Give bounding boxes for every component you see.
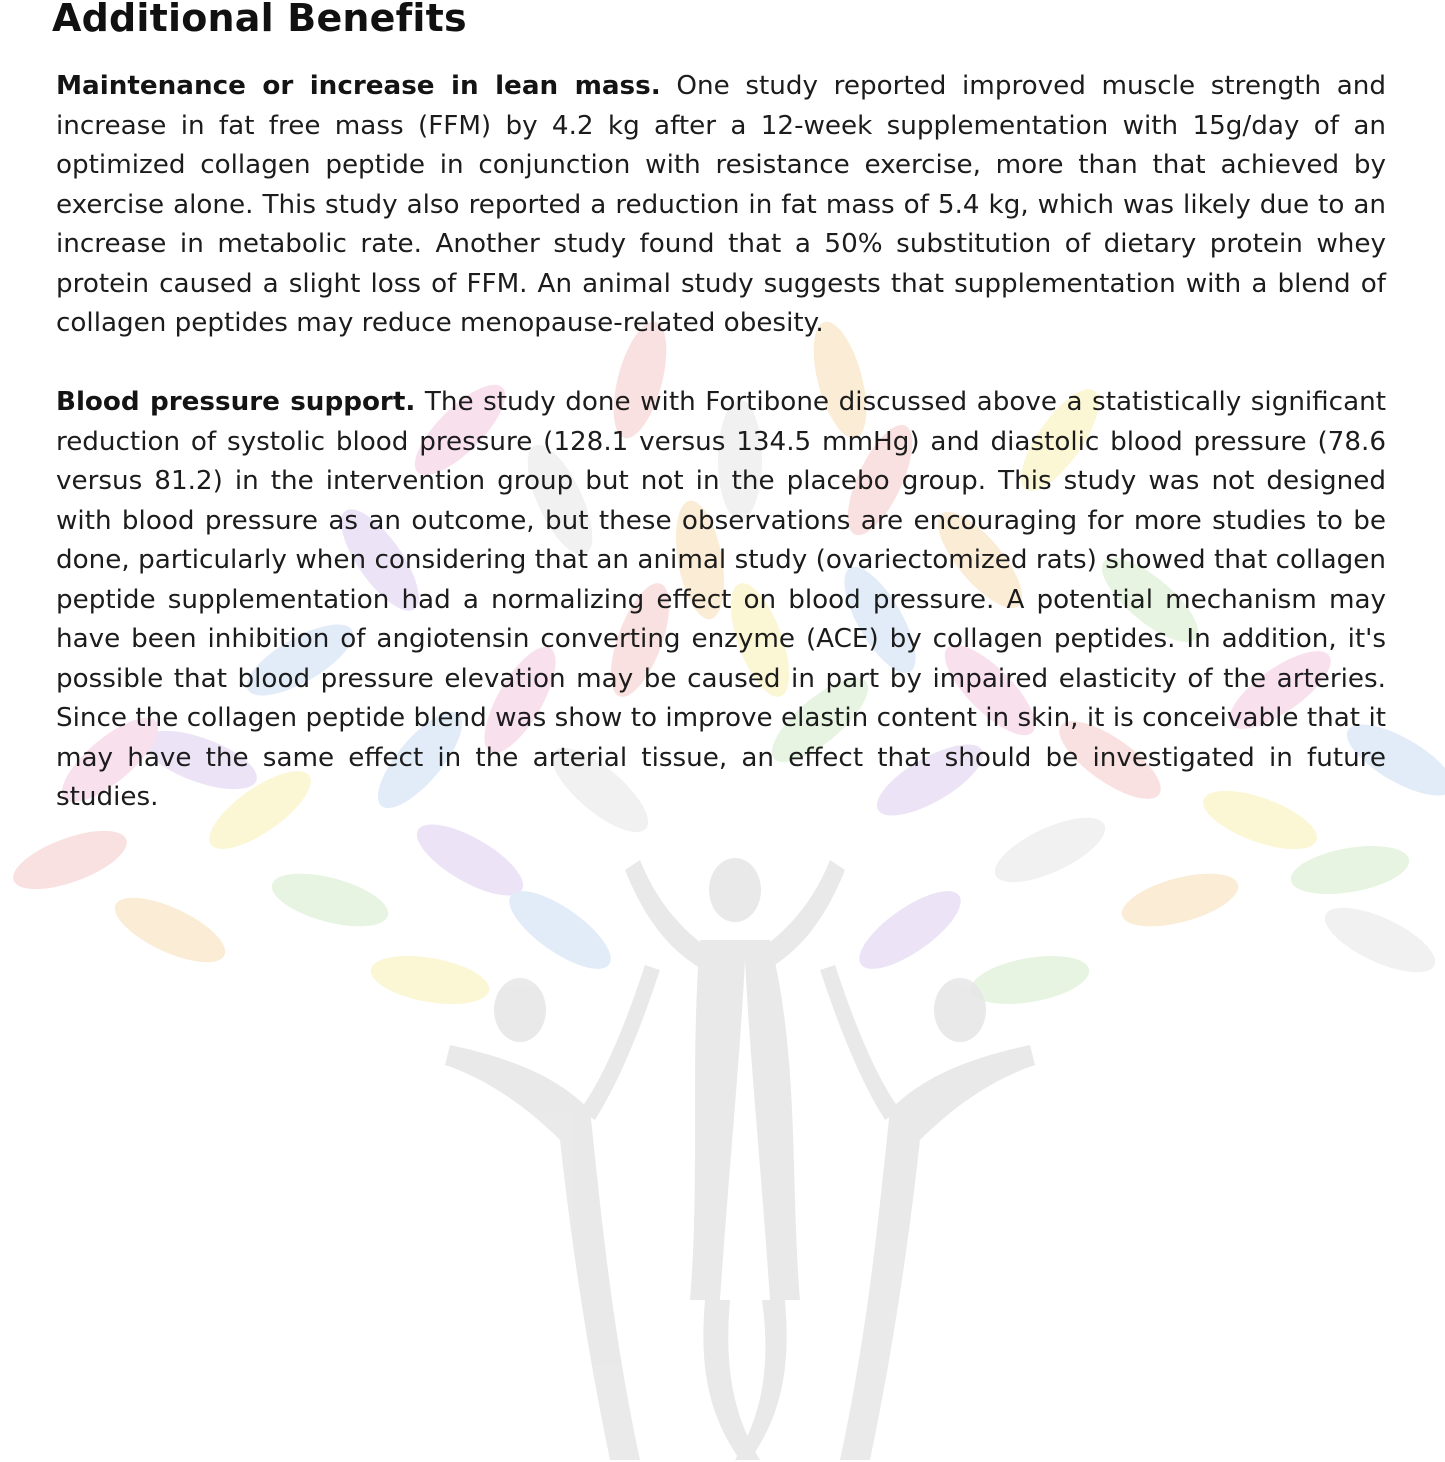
section-body: The study done with Fortibone discussed above a statistically significant reduction of systolic blood pressure (128.1 versus 134.5 mmHg) and diastolic blood pressure (78.6 versus 81.2) in the intervention group but not in the placebo group. This study was not designed with blood pressure as an outcome, but these observations are encouraging for more studies to be done, particularly when considering that an animal study (ovariectomized rats) showed that collagen peptide supplementation had a normalizing effect on blood pressure. A potential mechanism may have been inhibition of angiotensin converting enzyme (ACE) by collagen peptides. In addition, it's possible that blood pressure elevation may be caused in part by impaired elasticity of the arteries. Since the collagen peptide blend was show to improve elastin content in skin, it is conceivable that it may have the same effect in the arterial tissue, an effect that should be investigated in future studies.	[56, 387, 1386, 812]
section-lean-mass	[56, 67, 1386, 344]
section-lead: Maintenance or increase in lean mass.	[56, 71, 661, 101]
watermark-leaf	[6, 819, 134, 901]
watermark-leaf	[266, 863, 393, 937]
watermark-leaf	[106, 885, 233, 976]
watermark-figures	[445, 858, 1035, 1460]
watermark-leaf	[967, 948, 1093, 1012]
section-body: One study reported improved muscle strength and increase in fat free mass (FFM) by 4.2 kg after a 12-week supplementation with 15g/day of an optimized collagen peptide in conjunction with resistance exercise, more than that achieved by exercise alone. This study also reported a reduction in fat mass of 5.4 kg, which was likely due to an increase in metabolic rate. Another study found that a 50% substitution of dietary protein whey protein caused a slight loss of FFM. An animal study suggests that supplementation with a blend of collagen peptides may reduce menopause-related obesity.	[56, 71, 1386, 338]
section-blood-pressure	[56, 383, 1386, 818]
watermark-leaf	[498, 878, 622, 983]
watermark-leaf	[848, 878, 972, 983]
page-title: Additional Benefits	[52, 0, 467, 40]
watermark-leaf	[367, 948, 493, 1012]
watermark-leaf	[1316, 895, 1443, 986]
section-lead: Blood pressure support.	[56, 387, 416, 417]
watermark-leaf	[1116, 863, 1243, 937]
watermark-leaf	[986, 805, 1113, 896]
